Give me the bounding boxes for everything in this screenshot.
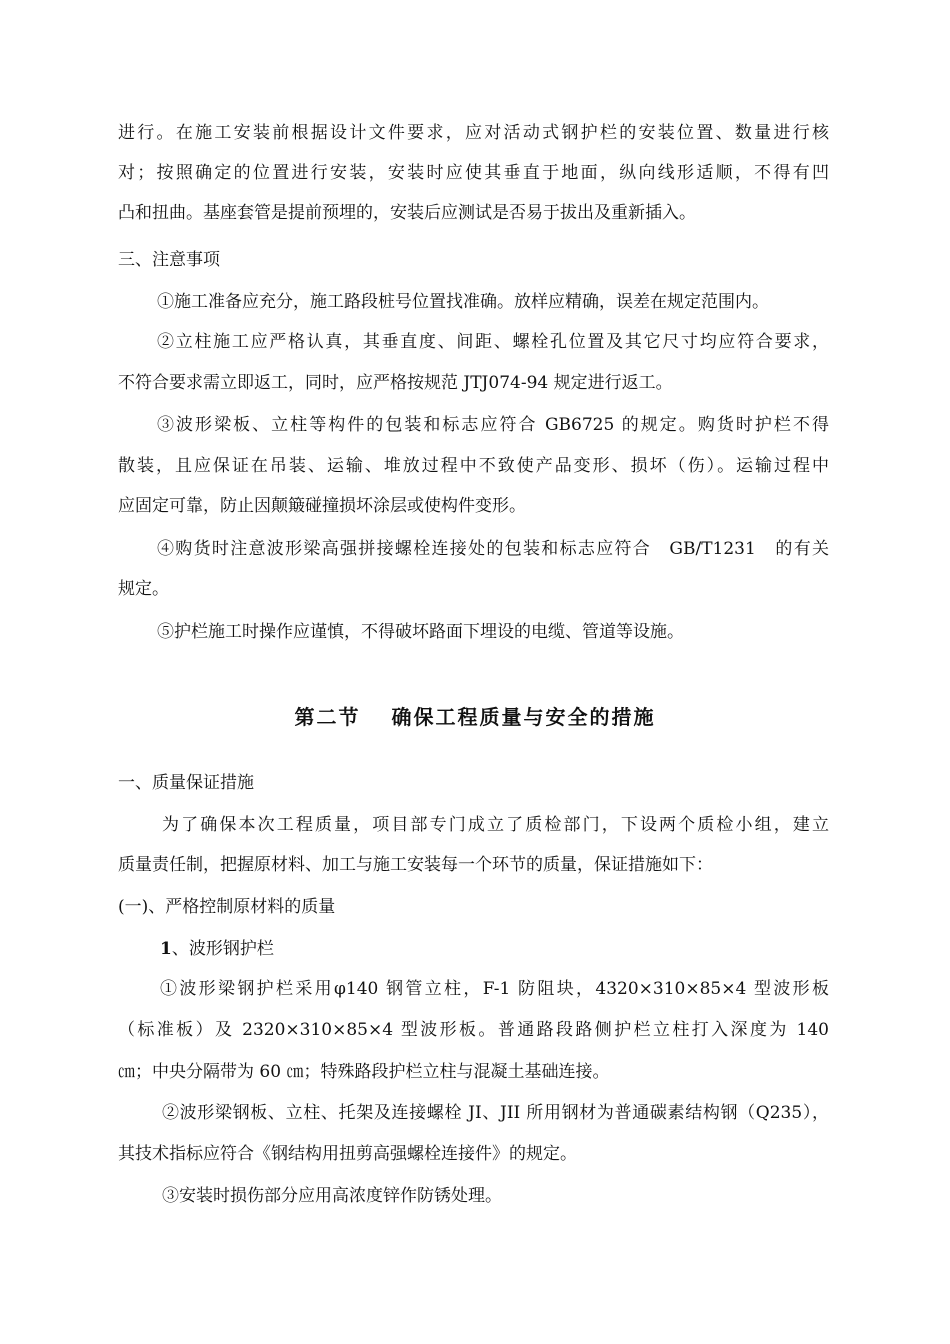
note-item-2-cont: 不符合要求需立即返工，同时，应严格按规范 JTJ074-94 规定进行返工。 bbox=[118, 373, 673, 393]
point-1-cont: ㎝；中央分隔带为 60 ㎝；特殊路段护栏立柱与混凝土基础连接。 bbox=[118, 1062, 610, 1082]
subsection-heading: 一、质量保证措施 bbox=[118, 773, 254, 793]
point-1-cont: （标准板）及 2320×310×85×4 型波形板。普通路段路侧护栏立柱打入深度为 140 bbox=[118, 1020, 829, 1040]
note-item-3-cont: 应固定可靠，防止因颠簸碰撞损坏涂层或使构件变形。 bbox=[118, 496, 526, 516]
note-item-4: ④购货时注意波形梁高强拼接螺栓连接处的包装和标志应符合 GB/T1231 的有关 bbox=[157, 539, 829, 559]
section-heading-notes: 三、注意事项 bbox=[118, 250, 220, 270]
paragraph-line: 对；按照确定的位置进行安装，安装时应使其垂直于地面，纵向线形适顺，不得有凹 bbox=[118, 163, 829, 183]
section-title: 第二节 确保工程质量与安全的措施 bbox=[294, 705, 656, 729]
point-2: ②波形梁钢板、立柱、托架及连接螺栓 JI、JII 所用钢材为普通碳素结构钢（Q235）， bbox=[162, 1103, 829, 1123]
note-item-2: ②立柱施工应严格认真，其垂直度、间距、螺栓孔位置及其它尺寸均应符合要求， bbox=[157, 332, 829, 352]
point-3: ③安装时损伤部分应用高浓度锌作防锈处理。 bbox=[162, 1186, 502, 1206]
note-item-5: ⑤护栏施工时操作应谨慎，不得破坏路面下埋设的电缆、管道等设施。 bbox=[157, 622, 684, 642]
intro-paragraph-line: 为了确保本次工程质量，项目部专门成立了质检部门，下设两个质检小组，建立 bbox=[162, 815, 829, 835]
paragraph-line: 进行。在施工安装前根据设计文件要求，应对活动式钢护栏的安装位置、数量进行核 bbox=[118, 123, 829, 143]
intro-paragraph-line: 质量责任制，把握原材料、加工与施工安装每一个环节的质量，保证措施如下： bbox=[118, 855, 713, 875]
item-title: 、波形钢护栏 bbox=[171, 939, 274, 959]
point-2-cont: 其技术指标应符合《钢结构用扭剪高强螺栓连接件》的规定。 bbox=[118, 1144, 577, 1164]
item-heading bbox=[160, 937, 274, 961]
note-item-4-cont: 规定。 bbox=[118, 579, 169, 599]
note-item-3: ③波形梁板、立柱等构件的包装和标志应符合 GB6725 的规定。购货时护栏不得 bbox=[157, 415, 829, 435]
subsection-heading-materials: (一)、严格控制原材料的质量 bbox=[118, 897, 336, 917]
note-item-1: ①施工准备应充分，施工路段桩号位置找准确。放样应精确，误差在规定范围内。 bbox=[157, 292, 769, 312]
paragraph-line: 凸和扭曲。基座套管是提前预埋的，安装后应测试是否易于拔出及重新插入。 bbox=[118, 203, 696, 223]
item-number: 1 bbox=[160, 939, 172, 959]
point-1: ①波形梁钢护栏采用φ140 钢管立柱，F-1 防阻块，4320×310×85×4 型波形板 bbox=[160, 979, 829, 999]
note-item-3-cont: 散装，且应保证在吊装、运输、堆放过程中不致使产品变形、损坏（伤）。运输过程中 bbox=[118, 456, 829, 476]
